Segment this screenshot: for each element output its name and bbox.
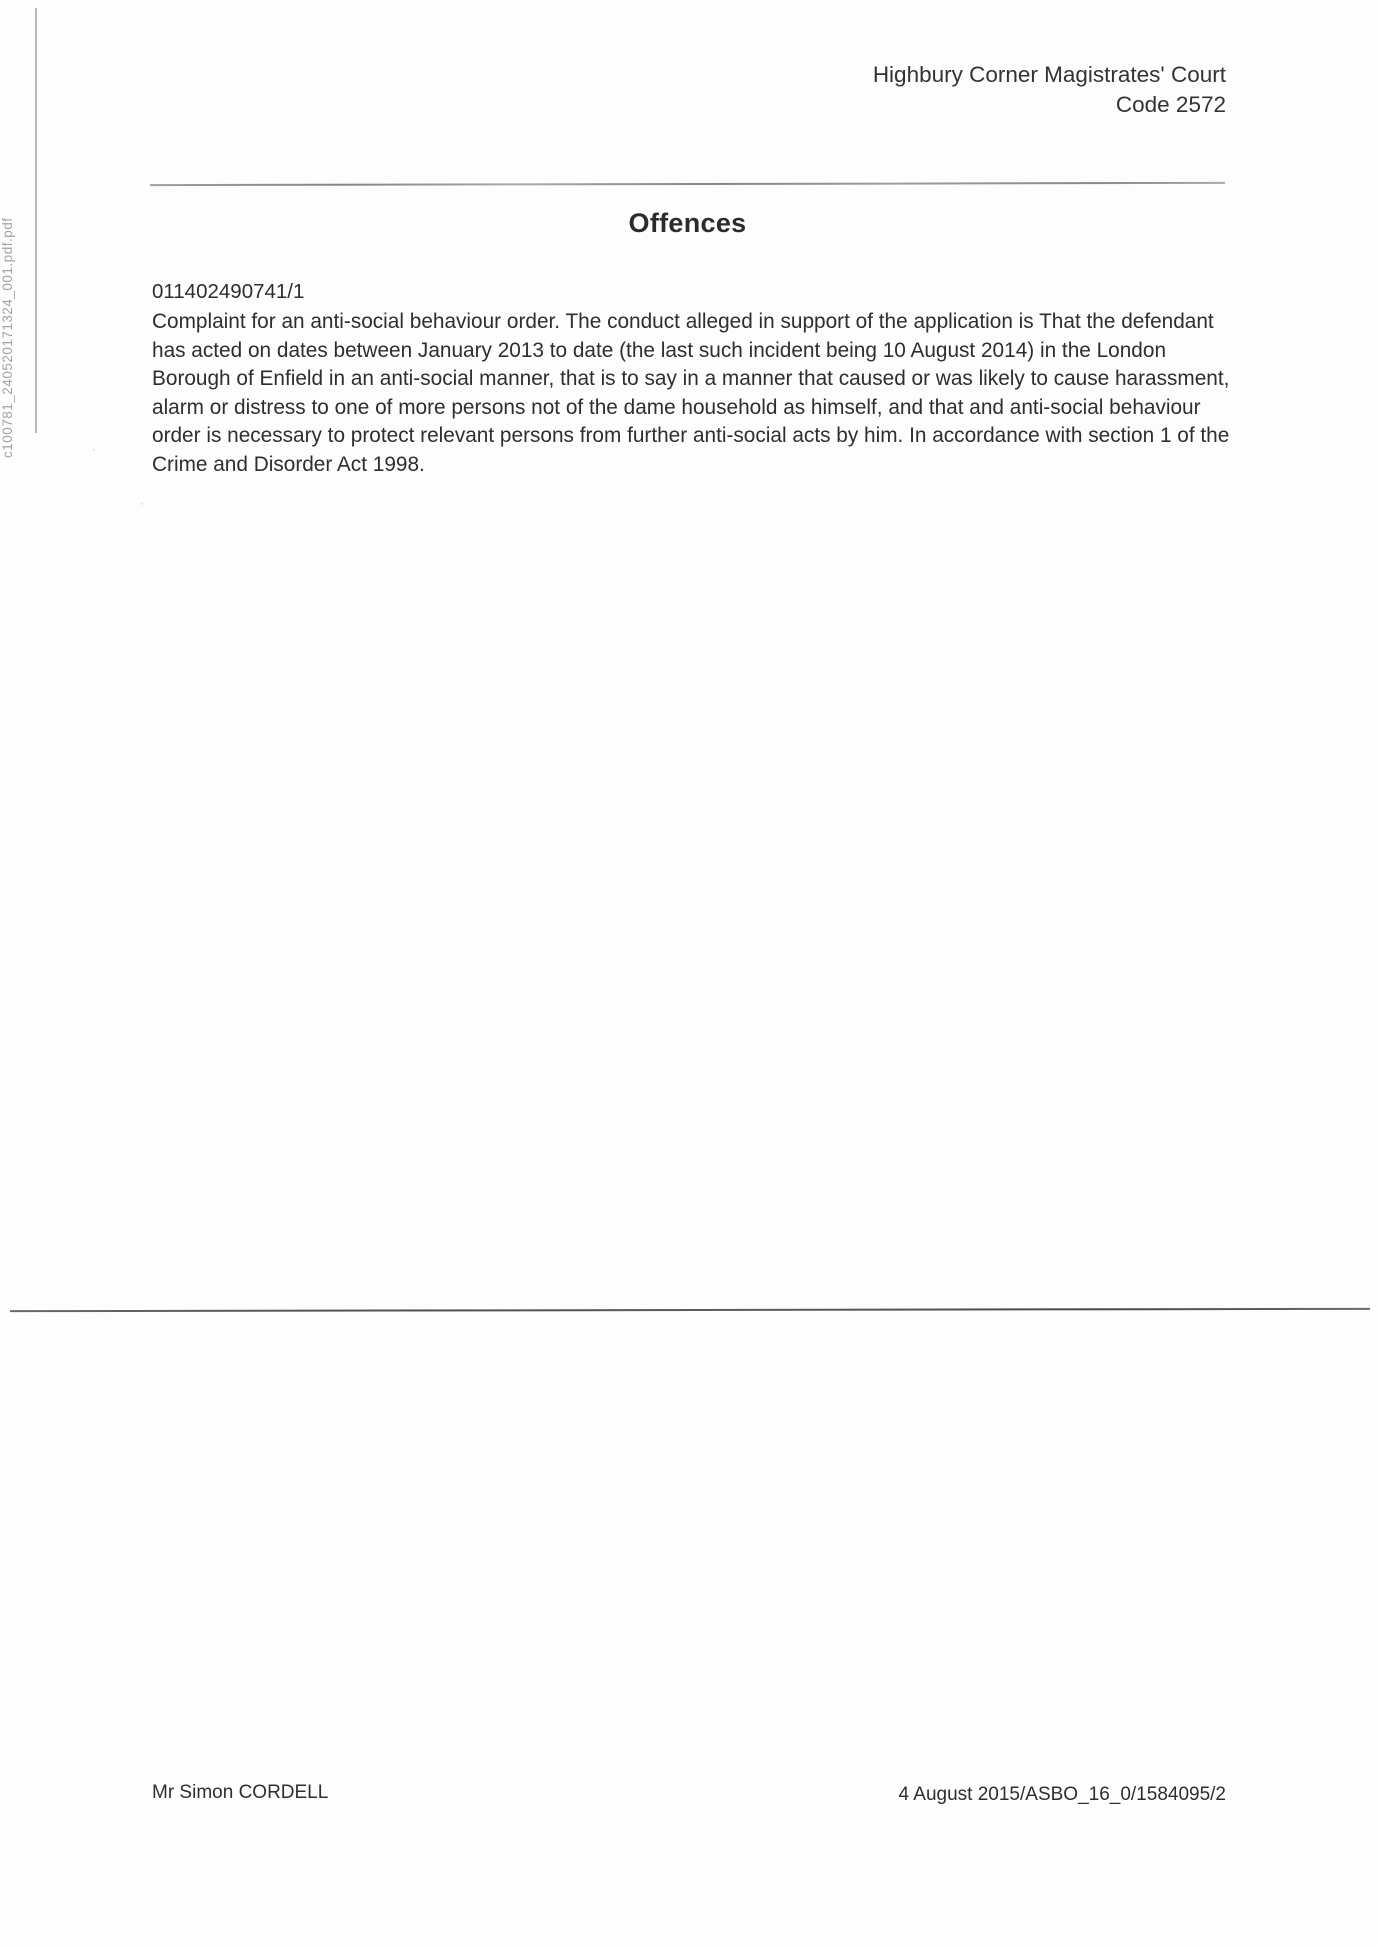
header-divider-line — [150, 182, 1225, 186]
document-header — [873, 60, 1226, 120]
section-title-offences: Offences — [628, 208, 747, 238]
court-name: Highbury Corner Magistrates' Court — [872, 62, 1226, 87]
offence-case-number: 011402490741/1 — [152, 280, 305, 303]
scan-artifact-speck: · — [92, 444, 96, 456]
footer-document-reference: 4 August 2015/ASBO_16_0/1584095/2 — [898, 1784, 1226, 1805]
scan-margin-filename: c100781_240520171324_001.pdf.pdf — [0, 217, 15, 458]
offence-description: Complaint for an anti-social behaviour order. The conduct alleged in support of the application is That the defendant has acted on dates between January 2013 to date (the last such incident being 10 August 2014) in the London Borough of Enfield in an anti-social manner, that is to say in a manner that caused or was likely to cause harassment, alarm or distress to one of more persons not of the dame household as himself, and that and anti-social behaviour order is necessary to protect relevant persons from further anti-social acts by him. In accordance with section 1 of the Crime and Disorder Act 1998. — [152, 310, 1230, 476]
scan-margin-line — [35, 8, 37, 433]
footer-defendant-name: Mr Simon CORDELL — [152, 1782, 329, 1803]
mid-page-divider-line — [10, 1308, 1370, 1313]
court-code: Code 2572 — [1115, 92, 1226, 117]
scan-artifact-speck: · — [140, 498, 144, 510]
